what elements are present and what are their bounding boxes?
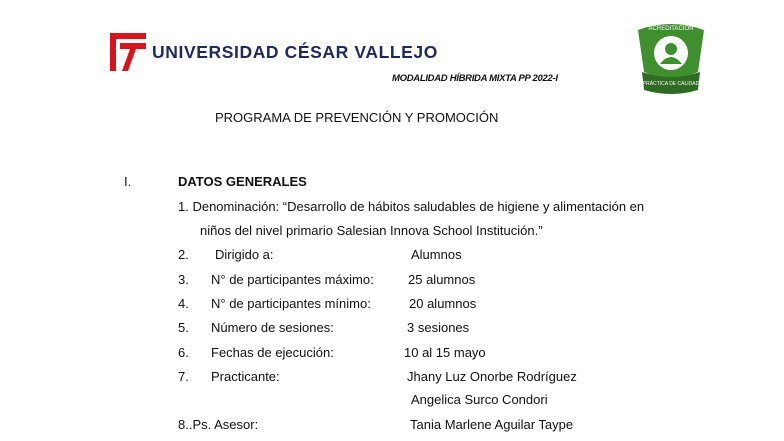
item-label-dirigido: Dirigido a: bbox=[215, 247, 274, 262]
item-value-practicante-2: Angelica Surco Condori bbox=[411, 392, 548, 407]
item-label-asesor: 8..Ps. Asesor: bbox=[178, 417, 259, 432]
denomination-line-2: niños del nivel primario Salesian Innova School Institución.” bbox=[200, 223, 543, 238]
modality-label: MODALIDAD HÍBRIDA MIXTA PP 2022-I bbox=[392, 73, 558, 84]
item-label-practicante: Practicante: bbox=[211, 369, 280, 384]
item-value-asesor: Tania Marlene Aguilar Taype bbox=[410, 417, 574, 432]
accreditation-seal-icon bbox=[632, 20, 710, 96]
section-number: I. bbox=[124, 174, 132, 189]
item-value-dirigido: Alumnos bbox=[411, 247, 462, 262]
item-label-max-participants: N° de participantes máximo: bbox=[211, 272, 374, 287]
item-label-dates: Fechas de ejecución: bbox=[211, 345, 334, 360]
item-value-min-participants: 20 alumnos bbox=[409, 296, 477, 311]
item-number: 3. bbox=[178, 272, 189, 287]
university-logo-icon bbox=[110, 33, 146, 71]
item-label-sessions: Número de sesiones: bbox=[211, 320, 334, 335]
item-value-sessions: 3 sesiones bbox=[407, 320, 470, 335]
seal-top-text: ACREDITACIÓN bbox=[648, 26, 694, 32]
section-title: DATOS GENERALES bbox=[178, 174, 307, 189]
item-number: 7. bbox=[178, 369, 189, 384]
university-name: UNIVERSIDAD CÉSAR VALLEJO bbox=[152, 42, 438, 62]
item-number: 2. bbox=[178, 247, 189, 262]
item-number: 4. bbox=[178, 296, 189, 311]
item-value-practicante: Jhany Luz Onorbe Rodríguez bbox=[407, 369, 577, 384]
item-value-dates: 10 al 15 mayo bbox=[404, 345, 486, 360]
page-title: PROGRAMA DE PREVENCIÓN Y PROMOCIÓN bbox=[215, 110, 499, 125]
item-number: 6. bbox=[178, 345, 189, 360]
seal-bottom-text: PRÁCTICA DE CALIDAD bbox=[642, 81, 700, 87]
item-label-min-participants: N° de participantes mínimo: bbox=[211, 296, 371, 311]
denomination-line-1: 1. Denominación: “Desarrollo de hábitos saludables de higiene y alimentación en bbox=[178, 199, 645, 214]
item-value-max-participants: 25 alumnos bbox=[408, 272, 476, 287]
item-number: 5. bbox=[178, 320, 189, 335]
